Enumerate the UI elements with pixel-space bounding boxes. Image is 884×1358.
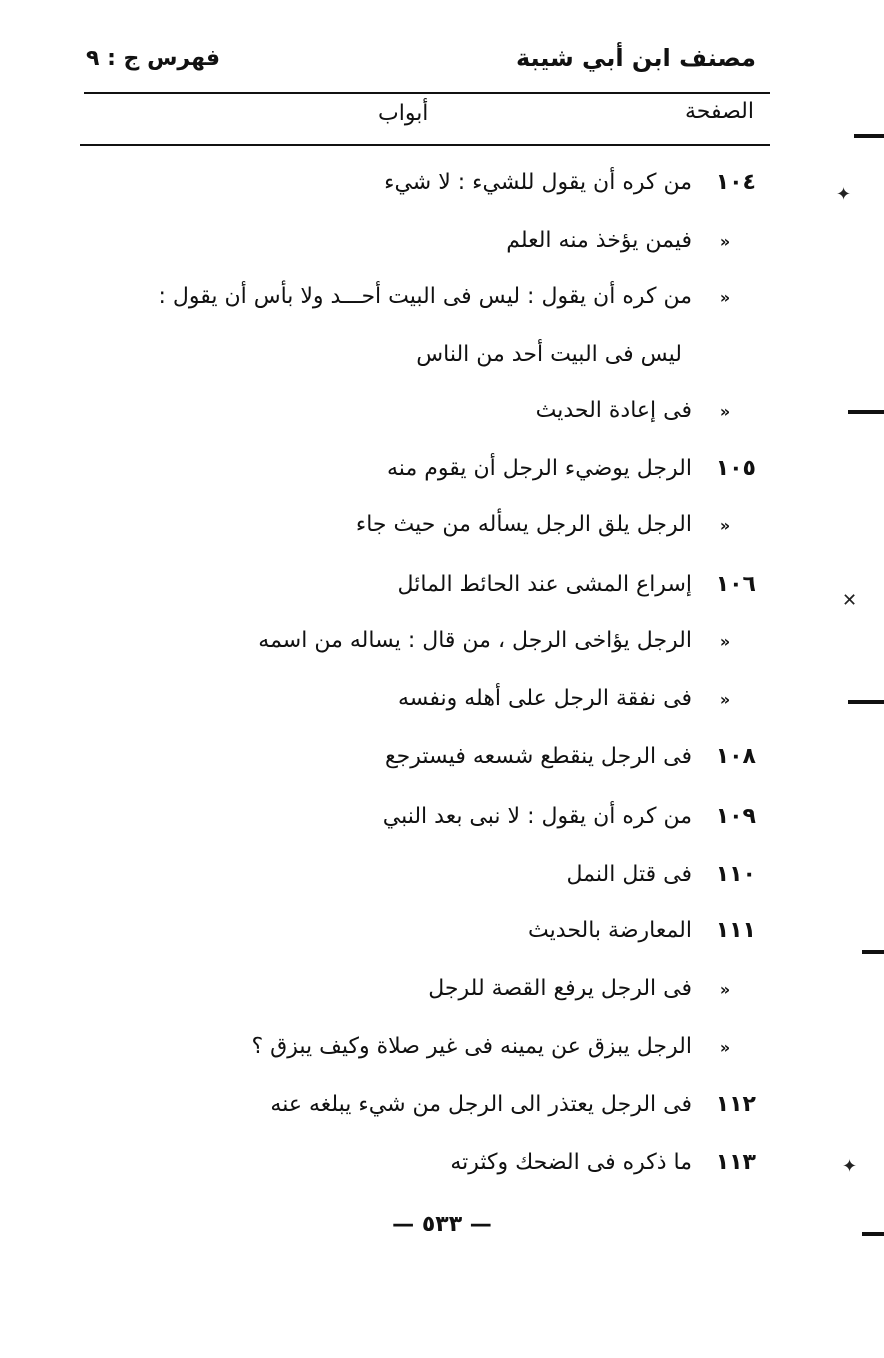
index-label: فهرس ج : ٩ <box>86 46 221 71</box>
star-mark-icon: ✦ <box>842 1156 858 1177</box>
entry-title: فى الرجل يرفع القصة للرجل <box>428 976 692 1001</box>
ditto-mark: « <box>719 1038 731 1057</box>
entry-title: فيمن يؤخذ منه العلم <box>506 228 692 253</box>
star-mark-icon: ✦ <box>836 184 852 205</box>
ditto-mark: « <box>719 288 731 307</box>
ditto-mark: « <box>719 232 731 251</box>
entry-title: فى إعادة الحديث <box>535 398 692 423</box>
entry-title: من كره أن يقول : لا نبى بعد النبي <box>382 804 692 829</box>
index-entry <box>383 804 756 844</box>
page-folio: — ٥٣٣ — <box>392 1212 492 1237</box>
index-entry <box>398 686 756 726</box>
scan-edge-mark <box>854 134 884 138</box>
index-entry <box>384 170 756 210</box>
index-entry <box>428 976 756 1016</box>
entry-title: ما ذكره فى الضحك وكثرته <box>450 1150 692 1175</box>
ditto-mark: « <box>719 690 731 709</box>
ditto-mark: « <box>719 516 731 535</box>
index-entry <box>258 628 756 668</box>
index-entry <box>450 1150 756 1190</box>
entry-title: فى الرجل يعتذر الى الرجل من شيء يبلغه عنه <box>270 1092 692 1117</box>
index-entry <box>387 456 756 496</box>
entry-title: المعارضة بالحديث <box>528 918 692 943</box>
entry-page-number: ١٠٥ <box>715 456 756 481</box>
column-header-rule <box>80 144 770 146</box>
star-mark-icon: ✕ <box>842 590 858 611</box>
entry-page-number: ١٠٩ <box>715 804 756 829</box>
index-entry <box>398 572 756 612</box>
entry-title: من كره أن يقول للشيء : لا شيء <box>384 170 692 195</box>
entry-title: فى نفقة الرجل على أهله ونفسه <box>397 686 692 711</box>
index-entry <box>567 862 757 902</box>
column-header-page: الصفحة <box>684 99 754 124</box>
entry-page-number: ١٠٨ <box>715 744 756 769</box>
entry-title: الرجل يبزق عن يمينه فى غير صلاة وكيف يبزق ؟ <box>251 1034 692 1059</box>
entry-page-number: ١٠٤ <box>715 170 756 195</box>
entry-page-number: ١٠٦ <box>715 572 756 597</box>
entry-page-number: ١١١ <box>715 918 756 943</box>
entry-title: فى الرجل ينقطع شسعه فيسترجع <box>384 744 692 769</box>
index-entry <box>536 398 756 438</box>
entry-page-number: ١١٠ <box>715 862 756 887</box>
scan-edge-mark <box>848 700 884 704</box>
entry-title: فى قتل النمل <box>566 862 692 887</box>
entry-page-number: ١١٣ <box>715 1150 756 1175</box>
index-entry <box>356 512 756 552</box>
index-entry <box>251 1034 756 1074</box>
entry-page-number: ١١٢ <box>715 1092 756 1117</box>
index-entry <box>270 1092 756 1132</box>
entry-title: الرجل يوضيء الرجل أن يقوم منه <box>387 456 692 481</box>
index-entry <box>506 228 756 268</box>
book-title: مصنف ابن أبي شيبة <box>515 44 756 72</box>
entry-title: الرجل يلق الرجل يسأله من حيث جاء <box>355 512 692 537</box>
entry-title: الرجل يؤاخى الرجل ، من قال : يساله من اسمه <box>258 628 692 653</box>
ditto-mark: « <box>719 402 731 421</box>
entry-title: من كره أن يقول : ليس فى البيت أحـــد ولا بأس أن يقول : <box>158 284 692 309</box>
ditto-mark: « <box>719 980 731 999</box>
header-rule <box>84 92 770 94</box>
scan-edge-mark <box>862 950 884 954</box>
column-header-chapters: أبواب <box>378 101 429 126</box>
index-entry <box>158 284 756 324</box>
scan-edge-mark <box>862 1232 884 1236</box>
index-entry <box>528 918 756 958</box>
ditto-mark: « <box>719 632 731 651</box>
index-entry <box>385 744 756 784</box>
scan-edge-mark <box>848 410 884 414</box>
entry-title: إسراع المشى عند الحائط المائل <box>397 572 692 597</box>
entry-continuation: ليس فى البيت أحد من الناس <box>416 342 682 367</box>
